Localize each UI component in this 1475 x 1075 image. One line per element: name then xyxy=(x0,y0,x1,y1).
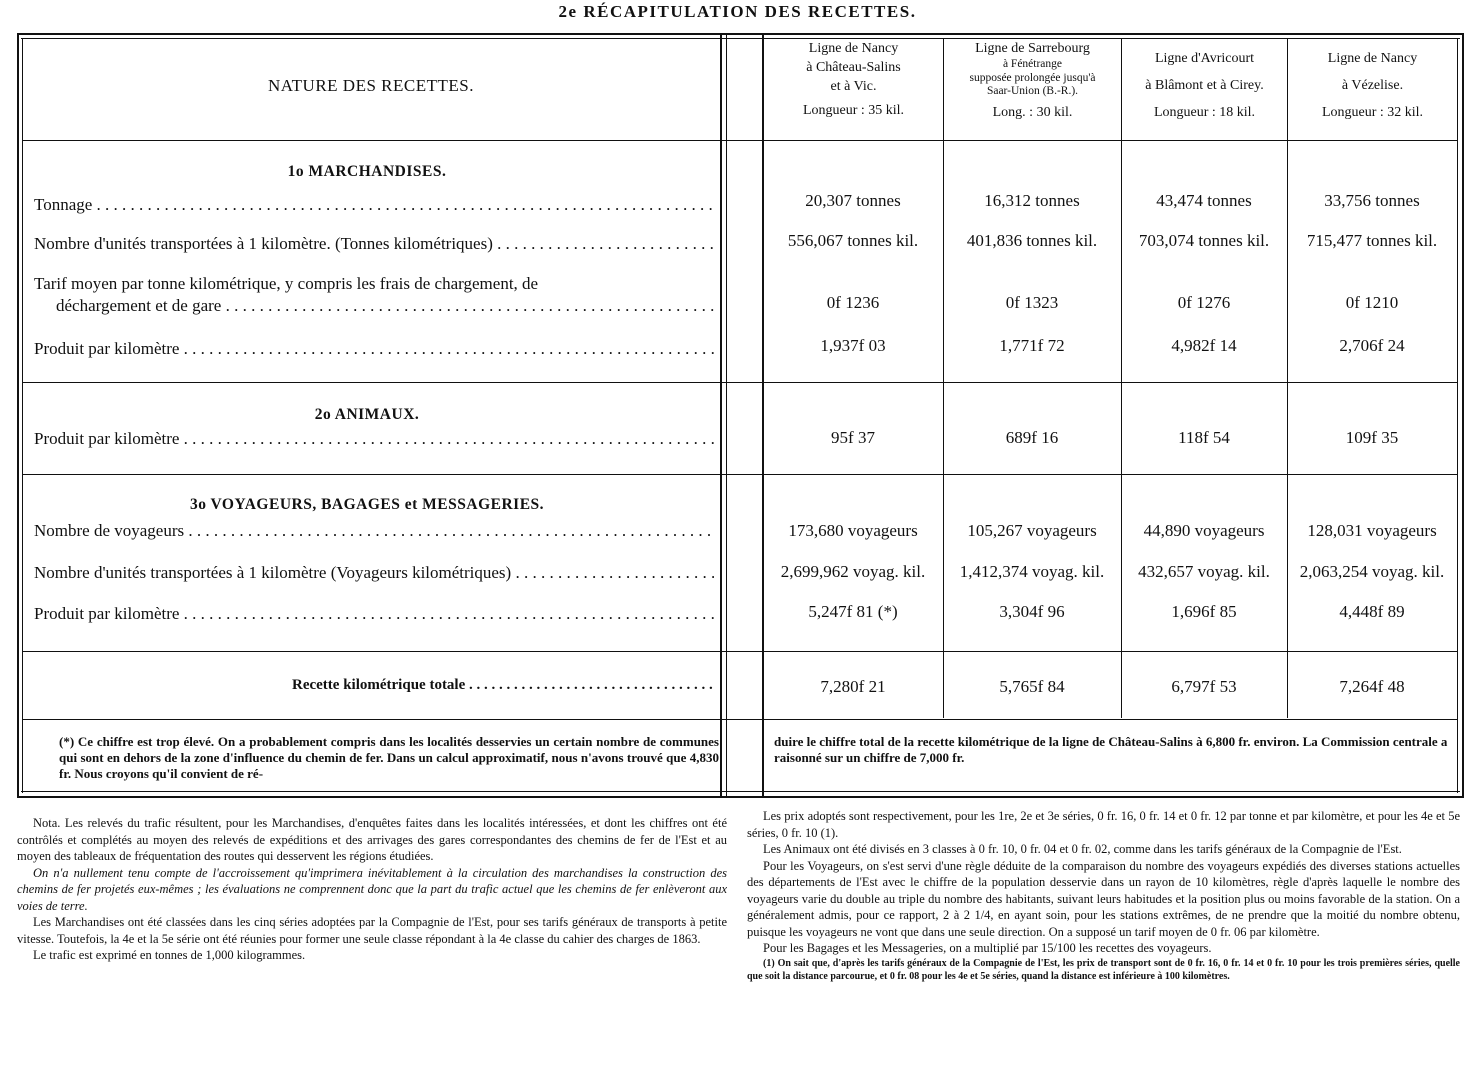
recap-table xyxy=(17,33,1464,798)
nota-left-p4: Le trafic est exprimé en tonnes de 1,000 kilogrammes. xyxy=(33,948,306,962)
section-marchandises-title: 1o MARCHANDISES. xyxy=(287,163,447,180)
value-cell: 43,474 tonnes xyxy=(1156,191,1252,210)
value-cell: 715,477 tonnes kil. xyxy=(1306,231,1438,250)
value-cell: 4,448f 89 xyxy=(1339,602,1405,621)
section-animaux-title: 2o ANIMAUX. xyxy=(314,406,420,423)
border-bottom-inner xyxy=(21,791,1460,792)
center-divider-right xyxy=(762,33,764,798)
value-cell: 128,031 voyageurs xyxy=(1307,521,1437,540)
row-voyageurs-label: Nombre de voyageurs xyxy=(34,521,185,540)
col3-line2: à Blâmont et à Cirey. xyxy=(1145,77,1264,93)
value-cell: 1,937f 03 xyxy=(820,336,886,355)
value-cell: 689f 16 xyxy=(1005,428,1059,447)
nota-left-p3: Les Marchandises ont été classées dans les cinq séries adoptées par la Compagnie de l'Est, pour ses tarifs généraux de transports à petite vitesse. Toutefois, la 4e et la 5e série ont été réunies pour former une seule classe répondant à la 4e classe du cahier des charges de 1863. xyxy=(17,915,727,946)
row-label xyxy=(34,563,714,583)
border-bottom xyxy=(17,796,1464,798)
row-voyageurs-produit-label: Produit par kilomètre xyxy=(34,604,180,623)
value-cell: 0f 1276 xyxy=(1177,293,1231,312)
nota-left-p2: On n'a nullement tenu compte de l'accroissement qu'imprimera inévitablement à la circulation des marchandises la construction des chemins de fer projetés eux-mêmes ; les évaluations ne comprennent donc que la part du trafic actuel que les chemins de fer enlèveront aux voies de terre. xyxy=(17,865,727,913)
total-label: Recette kilométrique totale xyxy=(292,677,466,693)
col1-line1: Ligne de Nancy xyxy=(808,41,899,56)
border-right xyxy=(1462,33,1464,798)
header-rule xyxy=(22,140,1458,141)
row-label xyxy=(34,521,714,541)
row-tarif-label2: déchargement et de gare xyxy=(56,296,222,315)
nota-right-p4: Pour les Bagages et les Messageries, on a multiplié par 15/100 les recettes des voyageurs. xyxy=(763,941,1212,955)
value-cell: 401,836 tonnes kil. xyxy=(966,231,1098,250)
value-cell: 6,797f 53 xyxy=(1171,677,1237,696)
total-label-wrap xyxy=(292,677,717,694)
value-cell: 109f 35 xyxy=(1345,428,1399,447)
value-cell: 4,982f 14 xyxy=(1171,336,1237,355)
row-tonnage-label: Tonnage xyxy=(34,195,93,214)
value-cell: 0f 1210 xyxy=(1345,293,1399,312)
value-cell: 703,074 tonnes kil. xyxy=(1138,231,1270,250)
section-voyageurs-title: 3o VOYAGEURS, BAGAGES et MESSAGERIES. xyxy=(189,496,545,513)
value-cell: 0f 1323 xyxy=(1005,293,1059,312)
value-cell: 2,063,254 voyag. kil. xyxy=(1299,562,1445,581)
rule-3 xyxy=(22,651,1458,652)
border-right-inner xyxy=(1457,38,1458,793)
col1-line2: à Château-Salins xyxy=(806,59,901,75)
nota-right xyxy=(747,808,1460,983)
nota-left-p1: Nota. Les relevés du trafic résultent, pour les Marchandises, d'enquêtes faites dans les localités intéressées, et dont les chiffres ont été contrôlés et complétés au moyen des relevés de expéditions et des arrivages des gares correspondantes des chemins de fer de l'Est et au moyen des tableaux de fréquentation des routes qui desservent les régions étudiées. xyxy=(17,816,727,863)
nota-left xyxy=(17,815,727,964)
col-header-1 xyxy=(764,41,943,120)
col3-length: Longueur : 18 kil. xyxy=(1153,104,1256,120)
col1-length: Longueur : 35 kil. xyxy=(802,103,905,119)
value-cell: 20,307 tonnes xyxy=(805,191,901,210)
nota-right-p1: Les prix adoptés sont respectivement, pour les 1re, 2e et 3e séries, 0 fr. 16, 0 fr. 14 et 0 fr. 12 par tonne et par kilomètre, et pour les 4e et 5e séries, 0 fr. 10 (1). xyxy=(747,809,1460,840)
row-label xyxy=(34,429,714,449)
value-cell: 7,280f 21 xyxy=(820,677,886,696)
value-cell: 7,264f 48 xyxy=(1339,677,1405,696)
row-tonnes-km-label: Nombre d'unités transportées à 1 kilomètre. (Tonnes kilométriques) xyxy=(34,234,493,253)
nota-right-p2: Les Animaux ont été divisés en 3 classes à 0 fr. 10, 0 fr. 04 et 0 fr. 02, comme dans les tarifs généraux de la Compagnie de l'Est. xyxy=(763,842,1402,856)
footnote-left: (*) Ce chiffre est trop élevé. On a probablement compris dans les localités desservies un certain nombre de communes qui sont en dehors de la zone d'influence du chemin de fer. Dans un calcul approximatif, nous n'avons trouvé que 4,830 fr. Nous croyons qu'il convient de ré- xyxy=(59,734,719,781)
col2-line3: supposée prolongée jusqu'à xyxy=(969,71,1096,84)
value-cell: 105,267 voyageurs xyxy=(967,521,1097,540)
rule-4 xyxy=(22,719,1458,720)
row-produit-label: Produit par kilomètre xyxy=(34,339,180,358)
page-title: 2e RÉCAPITULATION DES RECETTES. xyxy=(558,2,917,21)
value-cell: 5,765f 84 xyxy=(999,677,1065,696)
value-cell: 16,312 tonnes xyxy=(984,191,1080,210)
value-cell: 44,890 voyageurs xyxy=(1143,521,1265,540)
value-cell: 118f 54 xyxy=(1178,428,1230,447)
col2-line4: Saar-Union (B.-R.). xyxy=(986,85,1079,98)
value-cell: 556,067 tonnes kil. xyxy=(787,231,919,250)
col2-line2: à Fénétrange xyxy=(1002,57,1063,70)
nature-header: NATURE DES RECETTES. xyxy=(268,76,474,95)
row-label xyxy=(34,195,714,215)
value-cell: 0f 1236 xyxy=(826,293,880,312)
row-label xyxy=(34,234,714,254)
value-cell: 2,706f 24 xyxy=(1339,336,1405,355)
value-cell: 2,699,962 voyag. kil. xyxy=(780,562,926,581)
value-cell: 173,680 voyageurs xyxy=(788,521,918,540)
col4-line2: à Vézelise. xyxy=(1341,77,1404,93)
rule-2 xyxy=(22,474,1458,475)
nota-right-p3: Pour les Voyageurs, on s'est servi d'une règle déduite de la comparaison du nombre des voyageurs expédiés des diverses stations actuelles des départements de l'Est avec le chiffre de la population desservie dans un rayon de 10 kilomètres, règle d'après laquelle le nombre des voyageurs varie du double au triple du nombre des habitants, suivant leurs habitudes et la position plus ou moins favorable de la station. On a généralement admis, pour ce rapport, 2 à 2 1/4, en ayant soin, pour les stations extrêmes, de ne prendre que la moitié du nombre obtenu, puisque les voyageurs ne vont que dans une seule direction. On a supposé un tarif moyen de 0 fr. 06 par kilomètre. xyxy=(747,858,1460,939)
border-top xyxy=(17,33,1464,35)
value-cell: 1,696f 85 xyxy=(1171,602,1237,621)
col3-line1: Ligne d'Avricourt xyxy=(1154,51,1255,66)
col-header-4 xyxy=(1288,51,1457,121)
value-cell: 1,412,374 voyag. kil. xyxy=(959,562,1105,581)
row-voyageurs-km-label: Nombre d'unités transportées à 1 kilomètre (Voyageurs kilométriques) xyxy=(34,563,512,582)
col-header-2 xyxy=(944,41,1121,122)
row-label xyxy=(56,296,714,316)
value-cell: 33,756 tonnes xyxy=(1324,191,1420,210)
nota-right-footnote: (1) On sait que, d'après les tarifs généraux de la Compagnie de l'Est, les prix de transport sont de 0 fr. 16, 0 fr. 14 et 0 fr. 10 pour les trois premières séries, quelle que soit la distance parcourue, et 0 fr. 08 pour les 4e et 5e séries, quand la distance est inférieure à 100 kilomètres. xyxy=(747,957,1460,982)
value-cell: 1,771f 72 xyxy=(999,336,1065,355)
center-divider-mid xyxy=(726,33,727,798)
col1-line3: et à Vic. xyxy=(830,78,877,94)
rule-1 xyxy=(22,382,1458,383)
value-cell: 5,247f 81 (*) xyxy=(808,602,898,621)
row-tarif-label1: Tarif moyen par tonne kilométrique, y compris les frais de chargement, de xyxy=(34,274,539,293)
value-cell: 3,304f 96 xyxy=(999,602,1065,621)
row-label xyxy=(34,339,714,359)
col4-length: Longueur : 32 kil. xyxy=(1321,104,1424,120)
col-header-3 xyxy=(1122,51,1287,121)
row-label xyxy=(34,604,714,624)
col2-line1: Ligne de Sarrebourg xyxy=(975,41,1090,56)
value-cell: 95f 37 xyxy=(831,428,875,447)
border-top-inner xyxy=(21,38,1460,39)
col4-line1: Ligne de Nancy xyxy=(1327,51,1418,66)
footnote-right: duire le chiffre total de la recette kilométrique de la ligne de Château-Salins à 6,800 fr. environ. La Commission centrale a raisonné sur un chiffre de 7,000 fr. xyxy=(774,734,1448,765)
center-divider-left xyxy=(720,33,722,798)
col2-length: Long. : 30 kil. xyxy=(992,105,1073,121)
row-animaux-produit-label: Produit par kilomètre xyxy=(34,429,180,448)
value-cell: 432,657 voyag. kil. xyxy=(1138,562,1270,581)
